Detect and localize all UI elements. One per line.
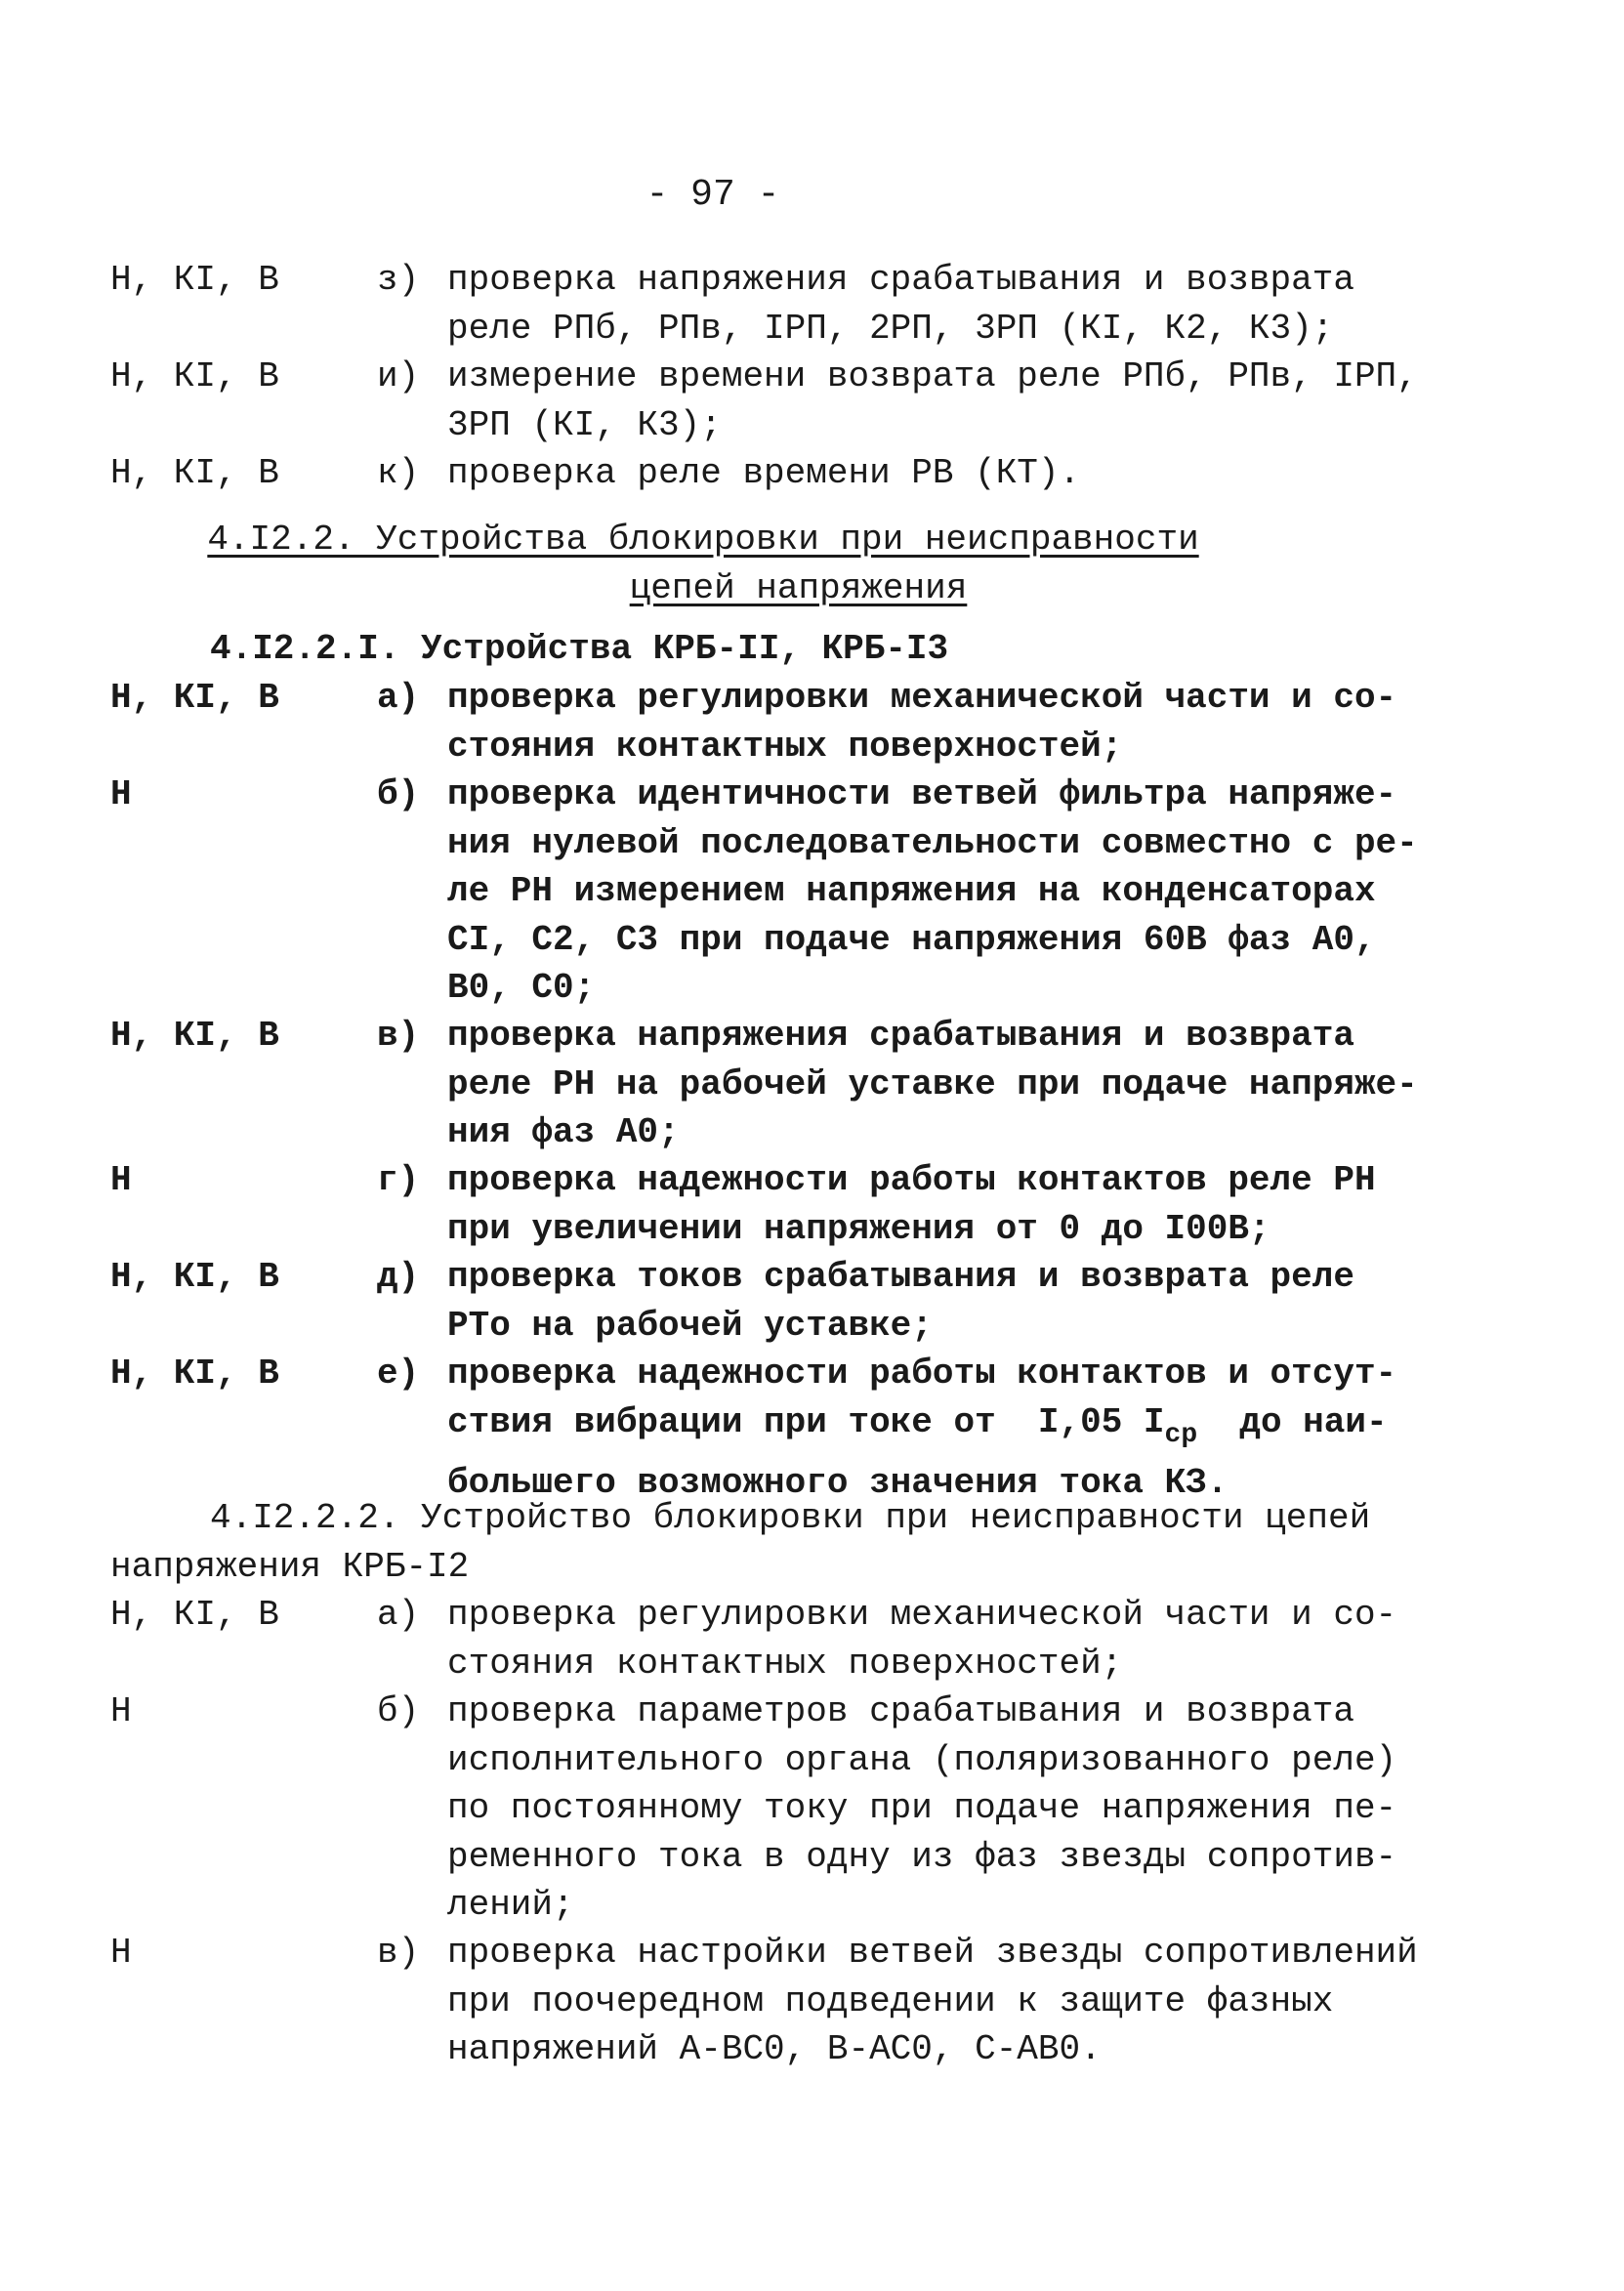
item-marker: в) xyxy=(377,1016,420,1056)
item-marker: и) xyxy=(377,356,420,396)
item-marker: а) xyxy=(377,678,420,718)
item-text: проверка реле времени РВ (КТ). xyxy=(447,453,1081,493)
item-text: проверка напряжения срабатывания и возврата реле РН на рабочей уставке при подаче напряже- ния фаз А0; xyxy=(447,1016,1418,1152)
applicability-tag: Н, КI, В xyxy=(110,1016,279,1056)
page-number: - 97 - xyxy=(645,174,780,216)
item-text: проверка идентичности ветвей фильтра напряже- ния нулевой последовательности совместно с ре- ле РН измерением напряжения на конденсаторах СI, С2, С3 при подаче напряжения 60В фаз А0, В0, С0; xyxy=(447,774,1418,1008)
item-marker: в) xyxy=(377,1933,420,1973)
section-heading: 4.I2.2. Устройства блокировки при неисправности цепей напряжения xyxy=(207,520,1199,608)
subscript: ср xyxy=(1164,1419,1198,1450)
item-marker: к) xyxy=(377,453,420,493)
item-text: проверка токов срабатывания и возврата реле РТо на рабочей уставке; xyxy=(447,1257,1354,1346)
item-text: проверка надежности работы контактов и отсут- ствия вибрации при токе от I,05 $I_{ср}$ до наи- большего возможного значения тока КЗ. xyxy=(447,1354,1397,1503)
item-text: проверка параметров срабатывания и возврата исполнительного органа (поляризованного реле) по постоянному току при подаче напряжения пе- ременного тока в одну из фаз звезды сопротив- лений; xyxy=(447,1691,1397,1925)
item-text: проверка надежности работы контактов реле РН при увеличении напряжения от 0 до I00В; xyxy=(447,1160,1376,1249)
item-text: проверка регулировки механической части и со- стояния контактных поверхностей; xyxy=(447,678,1397,767)
item-marker: а) xyxy=(377,1595,420,1635)
applicability-tag: Н xyxy=(110,1160,132,1200)
item-marker: е) xyxy=(377,1354,420,1394)
applicability-tag: Н, КI, В xyxy=(110,678,279,718)
subsection-paragraph: 4.I2.2.2. Устройство блокировки при неисправности цепей напряжения КРБ-I2 xyxy=(110,1498,1371,1587)
applicability-tag: Н, КI, В xyxy=(110,260,279,300)
item-text: проверка регулировки механической части и со- стояния контактных поверхностей; xyxy=(447,1595,1397,1684)
item-text: проверка настройки ветвей звезды сопротивлений при поочередном подведении к защите фазных напряжений А-ВС0, В-АС0, С-АВ0. xyxy=(447,1933,1418,2069)
applicability-tag: Н xyxy=(110,1691,132,1731)
item-text: проверка напряжения срабатывания и возврата реле РПб, РПв, IРП, 2РП, 3РП (КI, К2, К3); xyxy=(447,260,1354,349)
applicability-tag: Н, КI, В xyxy=(110,356,279,396)
item-marker: д) xyxy=(377,1257,420,1297)
applicability-tag: Н, КI, В xyxy=(110,453,279,493)
item-marker: б) xyxy=(377,1691,420,1731)
applicability-tag: Н, КI, В xyxy=(110,1354,279,1394)
item-marker: з) xyxy=(377,260,420,300)
item-marker: б) xyxy=(377,774,420,814)
subsection-title: 4.I2.2.I. Устройства КРБ-II, КРБ-I3 xyxy=(210,629,949,669)
applicability-tag: Н, КI, В xyxy=(110,1595,279,1635)
applicability-tag: Н xyxy=(110,1933,132,1973)
item-text: измерение времени возврата реле РПб, РПв, IРП, 3РП (КI, К3); xyxy=(447,356,1418,445)
applicability-tag: Н, КI, В xyxy=(110,1257,279,1297)
item-marker: г) xyxy=(377,1160,420,1200)
applicability-tag: Н xyxy=(110,774,132,814)
